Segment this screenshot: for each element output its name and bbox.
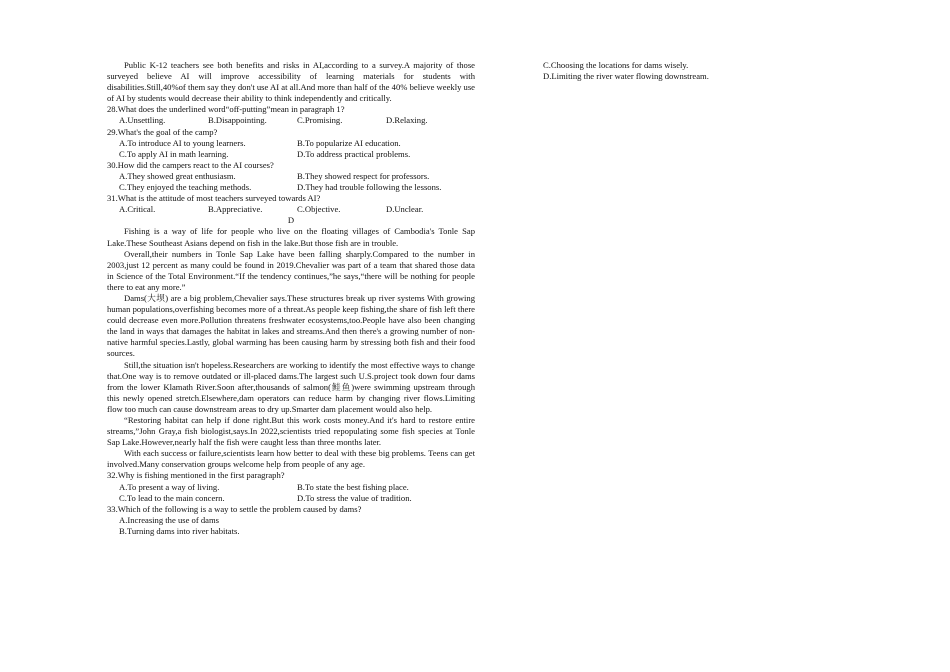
passage-paragraph: With each success or failure,scientists learn how better to deal with these big problems. Teens can get involved.Many conservation groups welcome help from people of any age.	[107, 448, 475, 470]
options-row	[107, 171, 475, 182]
option-b: B.Appreciative.	[208, 204, 263, 215]
option-d: D.To address practical problems.	[297, 148, 411, 159]
option-c: C.To lead to the main concern.	[119, 492, 225, 503]
option-a: A.They showed great enthusiasm.	[119, 170, 236, 181]
option-d: D.Unclear.	[386, 204, 424, 215]
question-29	[107, 127, 475, 160]
option-b: B.To state the best fishing place.	[297, 481, 409, 492]
question-stem: 28.What does the underlined word“off-putting”mean in paragraph 1?	[107, 104, 345, 115]
option-d: D.To stress the value of tradition.	[297, 492, 412, 503]
question-31	[107, 193, 475, 215]
question-stem: 29.What's the goal of the camp?	[107, 126, 218, 137]
option-a: A.Unsettling.	[119, 115, 166, 126]
options-row	[107, 482, 475, 493]
question-32	[107, 470, 475, 503]
options-row	[107, 149, 475, 160]
options-row	[107, 204, 475, 215]
question-stem: 33.Which of the following is a way to settle the problem caused by dams?	[107, 503, 362, 514]
question-stem: 30.How did the campers react to the AI courses?	[107, 159, 274, 170]
left-column	[107, 60, 475, 537]
option-a: A.To introduce AI to young learners.	[119, 137, 246, 148]
option-a: A.Critical.	[119, 204, 156, 215]
intro-paragraph: Public K-12 teachers see both benefits and risks in AI,according to a survey.A majority of those surveyed believe AI will improve accessibility of learning materials for students with disabilities.Still,40%of them say they don't use AI at all.And more than half of the 40% believe weekly use of AI by students would decrease their ability to think independently and critically.	[107, 60, 475, 104]
question-30	[107, 160, 475, 193]
options-row	[107, 493, 475, 504]
option-c: C.Promising.	[297, 115, 343, 126]
option-d: D.They had trouble following the lessons.	[297, 182, 442, 193]
passage-paragraph: Still,the situation isn't hopeless.Researchers are working to identify the most effective ways to change that.One way is to remove outdated or ill-placed dams.The largest such U.S.project took down four dams from the lower Klamath River.Soon after,thousands of salmon(鲑鱼)were swimming upstream through this newly opened stretch.Elsewhere,dam operators can reduce harm by changing river flows.Limiting flow too much can cause downstream areas to dry up.Smarter dam placement would also help.	[107, 359, 475, 414]
right-column	[543, 60, 843, 82]
option-c: C.Choosing the locations for dams wisely.	[543, 60, 689, 70]
options-row	[107, 138, 475, 149]
passage-paragraph: Dams(大坝) are a big problem,Chevalier says.These structures break up river systems With growing human populations,overfishing becomes more of a threat.As people keep fishing,the share of fish left there could decrease even more.Pollution threatens freshwater ecosystems,too.People have also been changing the land in ways that damages the habitat in lakes and streams.And then there's a growing number of non-native harmful species.Lastly, global warming has been causing harm by stressing both fish and their food sources.	[107, 292, 475, 359]
option-c: C.To apply AI in math learning.	[119, 148, 229, 159]
option-b: B.They showed respect for professors.	[297, 170, 430, 181]
question-stem: 32.Why is fishing mentioned in the first paragraph?	[107, 470, 285, 481]
option-b: B.Disappointing.	[208, 115, 267, 126]
option-c: C.They enjoyed the teaching methods.	[119, 182, 252, 193]
options-row	[107, 182, 475, 193]
option-b: B.Turning dams into river habitats.	[119, 525, 240, 536]
passage-d	[107, 226, 475, 470]
option-c: C.Objective.	[297, 204, 341, 215]
question-33	[107, 504, 475, 537]
section-heading: D	[287, 215, 295, 226]
passage-paragraph: Fishing is a way of life for people who live on the floating villages of Cambodia's Tonle Sap Lake.These Southeast Asians depend on fish in the lake.But those fish are in trouble.	[107, 226, 475, 248]
option-a: A.Increasing the use of dams	[119, 514, 219, 525]
question-stem: 31.What is the attitude of most teachers surveyed towards AI?	[107, 193, 321, 204]
options-row	[107, 115, 475, 126]
passage-paragraph: “Restoring habitat can help if done right.But this work costs money.And it's hard to restore entire streams,”John Gray,a fish biologist,says.In 2022,scientists tried repopulating some fish species at Tonle Sap Lake.However,nearly half the fish were caught less than three months later.	[107, 415, 475, 448]
option-b: B.To popularize AI education.	[297, 137, 401, 148]
passage-paragraph: Overall,their numbers in Tonle Sap Lake have been falling sharply.Compared to the number in 2003,just 12 percent as many could be found in 2019.Chevalier was part of a team that shared those data in Science of the Total Environment.“If the tendency continues,”he says,“there will be nothing for people there to eat any more.”	[107, 248, 475, 292]
option-d: D.Limiting the river water flowing downstream.	[543, 71, 709, 82]
option-a: A.To present a way of living.	[119, 481, 220, 492]
question-28	[107, 104, 475, 126]
option-d: D.Relaxing.	[386, 115, 428, 126]
